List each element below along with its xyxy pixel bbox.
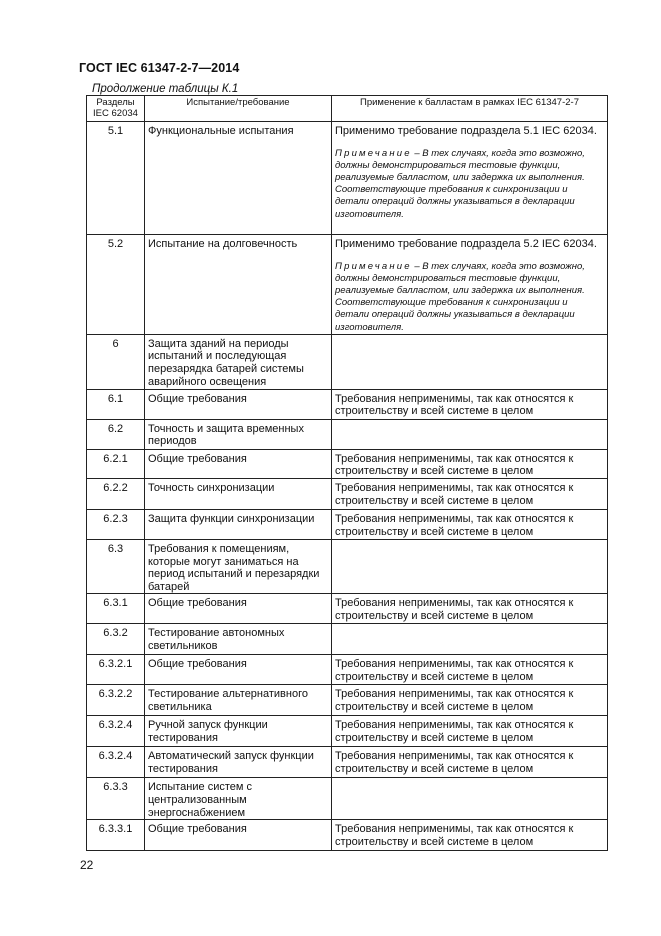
note-text: – В тех случаях, когда это возможно, должны демонстрироваться тестовые функции, реализуемые балластом, или задержка их выполнения. Соответствующие требования к синхронизации и детали операций должны указываться в декларации изготовителя. [335, 260, 585, 333]
applicability-cell [332, 235, 608, 335]
section-cell: 6.3.2.2 [87, 685, 145, 716]
test-cell: Испытание систем с централизованным энергоснабжением [145, 778, 332, 820]
column-header-applicability: Применение к балластам в рамках IEC 61347-2-7 [332, 96, 608, 122]
table-row [87, 419, 608, 449]
applicability-cell: Требования неприменимы, так как относятся к строительству и всей системе в целом [332, 449, 608, 478]
table-row [87, 122, 608, 235]
test-cell: Тестирование альтернативного светильника [145, 685, 332, 716]
applicability-cell [332, 419, 608, 449]
test-cell: Общие требования [145, 594, 332, 624]
column-header-section: Разделы IEC 62034 [87, 96, 145, 122]
table-row [87, 235, 608, 335]
test-cell: Функциональные испытания [145, 122, 332, 235]
table-row [87, 716, 608, 747]
test-cell: Общие требования [145, 389, 332, 419]
applicability-cell [332, 778, 608, 820]
test-cell: Тестирование автономных светильников [145, 624, 332, 655]
applicability-cell [332, 624, 608, 655]
note [335, 261, 604, 334]
section-cell: 6.2.3 [87, 510, 145, 540]
test-cell: Требования к помещениям, которые могут заниматься на период испытаний и перезарядки батарей [145, 540, 332, 594]
note-label: Примечание [335, 260, 412, 272]
applicability-cell: Требования неприменимы, так как относятся к строительству и всей системе в целом [332, 820, 608, 851]
table-row [87, 778, 608, 820]
applicability-cell: Требования неприменимы, так как относятся к строительству и всей системе в целом [332, 747, 608, 778]
applicability-cell: Требования неприменимы, так как относятся к строительству и всей системе в целом [332, 655, 608, 685]
test-cell: Общие требования [145, 820, 332, 851]
table-row [87, 389, 608, 419]
section-cell: 6.3.2 [87, 624, 145, 655]
page-number: 22 [80, 858, 94, 872]
section-cell: 6.3.2.1 [87, 655, 145, 685]
test-cell: Автоматический запуск функции тестирования [145, 747, 332, 778]
section-cell: 6 [87, 334, 145, 389]
table-row [87, 820, 608, 851]
applicability-cell: Требования неприменимы, так как относятся к строительству и всей системе в целом [332, 716, 608, 747]
section-cell: 5.2 [87, 235, 145, 335]
test-cell: Общие требования [145, 449, 332, 478]
table-row [87, 747, 608, 778]
note-label: Примечание [335, 147, 412, 159]
requirements-table [86, 95, 608, 851]
applicability-cell: Требования неприменимы, так как относятся к строительству и всей системе в целом [332, 685, 608, 716]
note-text: – В тех случаях, когда это возможно, должны демонстрироваться тестовые функции, реализуемые балластом, или задержка их выполнения. Соответствующие требования к синхронизации и детали операций должны указываться в декларации изготовителя. [335, 147, 585, 220]
table-row [87, 510, 608, 540]
table-header-row [87, 96, 608, 122]
table-row [87, 479, 608, 510]
applicability-cell: Требования неприменимы, так как относятся к строительству и всей системе в целом [332, 479, 608, 510]
test-cell: Общие требования [145, 655, 332, 685]
table-row [87, 655, 608, 685]
table-row [87, 334, 608, 389]
applicability-cell: Требования неприменимы, так как относятся к строительству и всей системе в целом [332, 594, 608, 624]
applicability-cell [332, 122, 608, 235]
section-cell: 6.3.3 [87, 778, 145, 820]
test-cell: Точность синхронизации [145, 479, 332, 510]
document-title: ГОСТ IEC 61347-2-7—2014 [79, 61, 240, 75]
table-continuation-caption: Продолжение таблицы К.1 [92, 83, 239, 95]
applicability-cell [332, 540, 608, 594]
table-row [87, 449, 608, 478]
table-row [87, 685, 608, 716]
table-row [87, 624, 608, 655]
section-cell: 6.2.1 [87, 449, 145, 478]
test-cell: Испытание на долговечность [145, 235, 332, 335]
note [335, 148, 604, 221]
section-cell: 6.3 [87, 540, 145, 594]
test-cell: Ручной запуск функции тестирования [145, 716, 332, 747]
applicability-cell [332, 334, 608, 389]
test-cell: Точность и защита временных периодов [145, 419, 332, 449]
test-cell: Защита зданий на периоды испытаний и последующая перезарядка батарей системы аварийного освещения [145, 334, 332, 389]
section-cell: 6.3.1 [87, 594, 145, 624]
section-cell: 6.3.3.1 [87, 820, 145, 851]
requirement-text: Применимо требование подраздела 5.1 IEC 62034. [335, 125, 597, 137]
column-header-test: Испытание/требование [145, 96, 332, 122]
section-cell: 6.2 [87, 419, 145, 449]
section-cell: 6.3.2.4 [87, 747, 145, 778]
section-cell: 6.3.2.4 [87, 716, 145, 747]
section-cell: 5.1 [87, 122, 145, 235]
table-row [87, 540, 608, 594]
section-cell: 6.2.2 [87, 479, 145, 510]
section-cell: 6.1 [87, 389, 145, 419]
applicability-cell: Требования неприменимы, так как относятся к строительству и всей системе в целом [332, 510, 608, 540]
table-row [87, 594, 608, 624]
applicability-cell: Требования неприменимы, так как относятся к строительству и всей системе в целом [332, 389, 608, 419]
requirement-text: Применимо требование подраздела 5.2 IEC 62034. [335, 238, 597, 250]
test-cell: Защита функции синхронизации [145, 510, 332, 540]
